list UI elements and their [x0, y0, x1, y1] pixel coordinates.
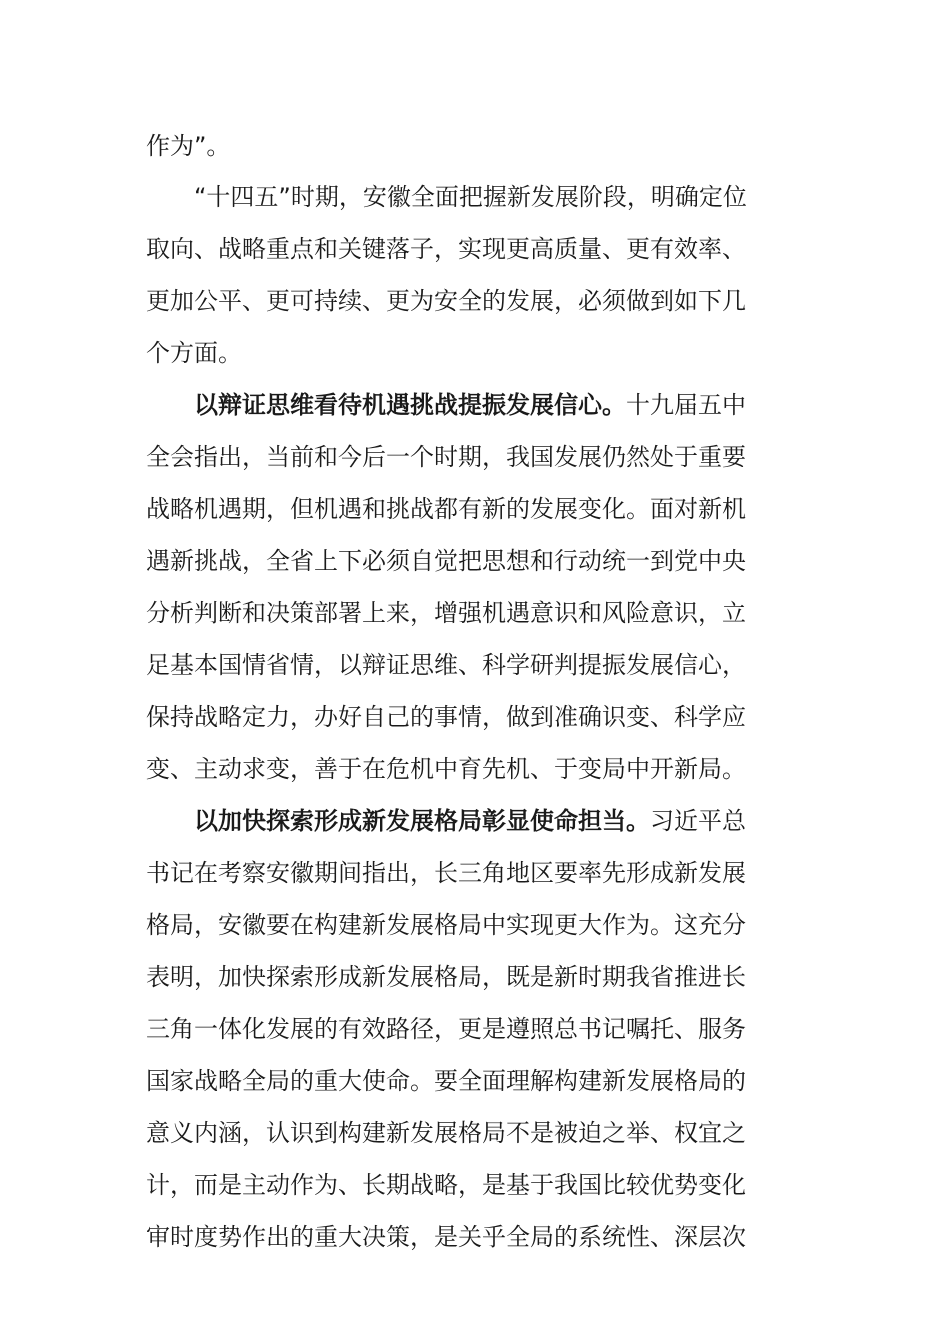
text-span: 习近平总 [650, 807, 746, 835]
text-line: 格局，安徽要在构建新发展格局中实现更大作为。这充分 [146, 911, 746, 939]
text-line: 战略机遇期，但机遇和挑战都有新的发展变化。面对新机 [146, 495, 746, 523]
text-line: 变、主动求变，善于在危机中育先机、于变局中开新局。 [146, 755, 746, 783]
text-line: 足基本国情省情，以辩证思维、科学研判提振发展信心， [146, 651, 746, 679]
text-line: 表明，加快探索形成新发展格局，既是新时期我省推进长 [146, 963, 746, 991]
text-line: 作为”。 [146, 132, 231, 160]
text-span: 十九届五中 [626, 391, 746, 419]
section-heading: 以辩证思维看待机遇挑战提振发展信心。 [146, 391, 626, 419]
text-line: 计，而是主动作为、长期战略，是基于我国比较优势变化 [146, 1171, 746, 1199]
text-line: 保持战略定力，办好自己的事情，做到准确识变、科学应 [146, 703, 746, 731]
text-line: 全会指出，当前和今后一个时期，我国发展仍然处于重要 [146, 443, 746, 471]
text-line: 个方面。 [146, 339, 242, 367]
section-heading: 以加快探索形成新发展格局彰显使命担当。 [146, 807, 650, 835]
text-line: 国家战略全局的重大使命。要全面理解构建新发展格局的 [146, 1067, 746, 1095]
text-line: 书记在考察安徽期间指出，长三角地区要率先形成新发展 [146, 859, 746, 887]
text-line: 分析判断和决策部署上来，增强机遇意识和风险意识，立 [146, 599, 746, 627]
section-heading-line [146, 389, 806, 421]
section-heading-line [146, 805, 806, 837]
text-line: 审时度势作出的重大决策，是关乎全局的系统性、深层次 [146, 1223, 746, 1251]
text-line: 取向、战略重点和关键落子，实现更高质量、更有效率、 [146, 235, 746, 263]
text-line: “十四五”时期，安徽全面把握新发展阶段，明确定位 [146, 183, 747, 211]
text-line: 意义内涵，认识到构建新发展格局不是被迫之举、权宜之 [146, 1119, 746, 1147]
text-line: 遇新挑战，全省上下必须自觉把思想和行动统一到党中央 [146, 547, 746, 575]
text-line: 更加公平、更可持续、更为安全的发展，必须做到如下几 [146, 287, 746, 315]
text-line: 三角一体化发展的有效路径，更是遵照总书记嘱托、服务 [146, 1015, 746, 1043]
